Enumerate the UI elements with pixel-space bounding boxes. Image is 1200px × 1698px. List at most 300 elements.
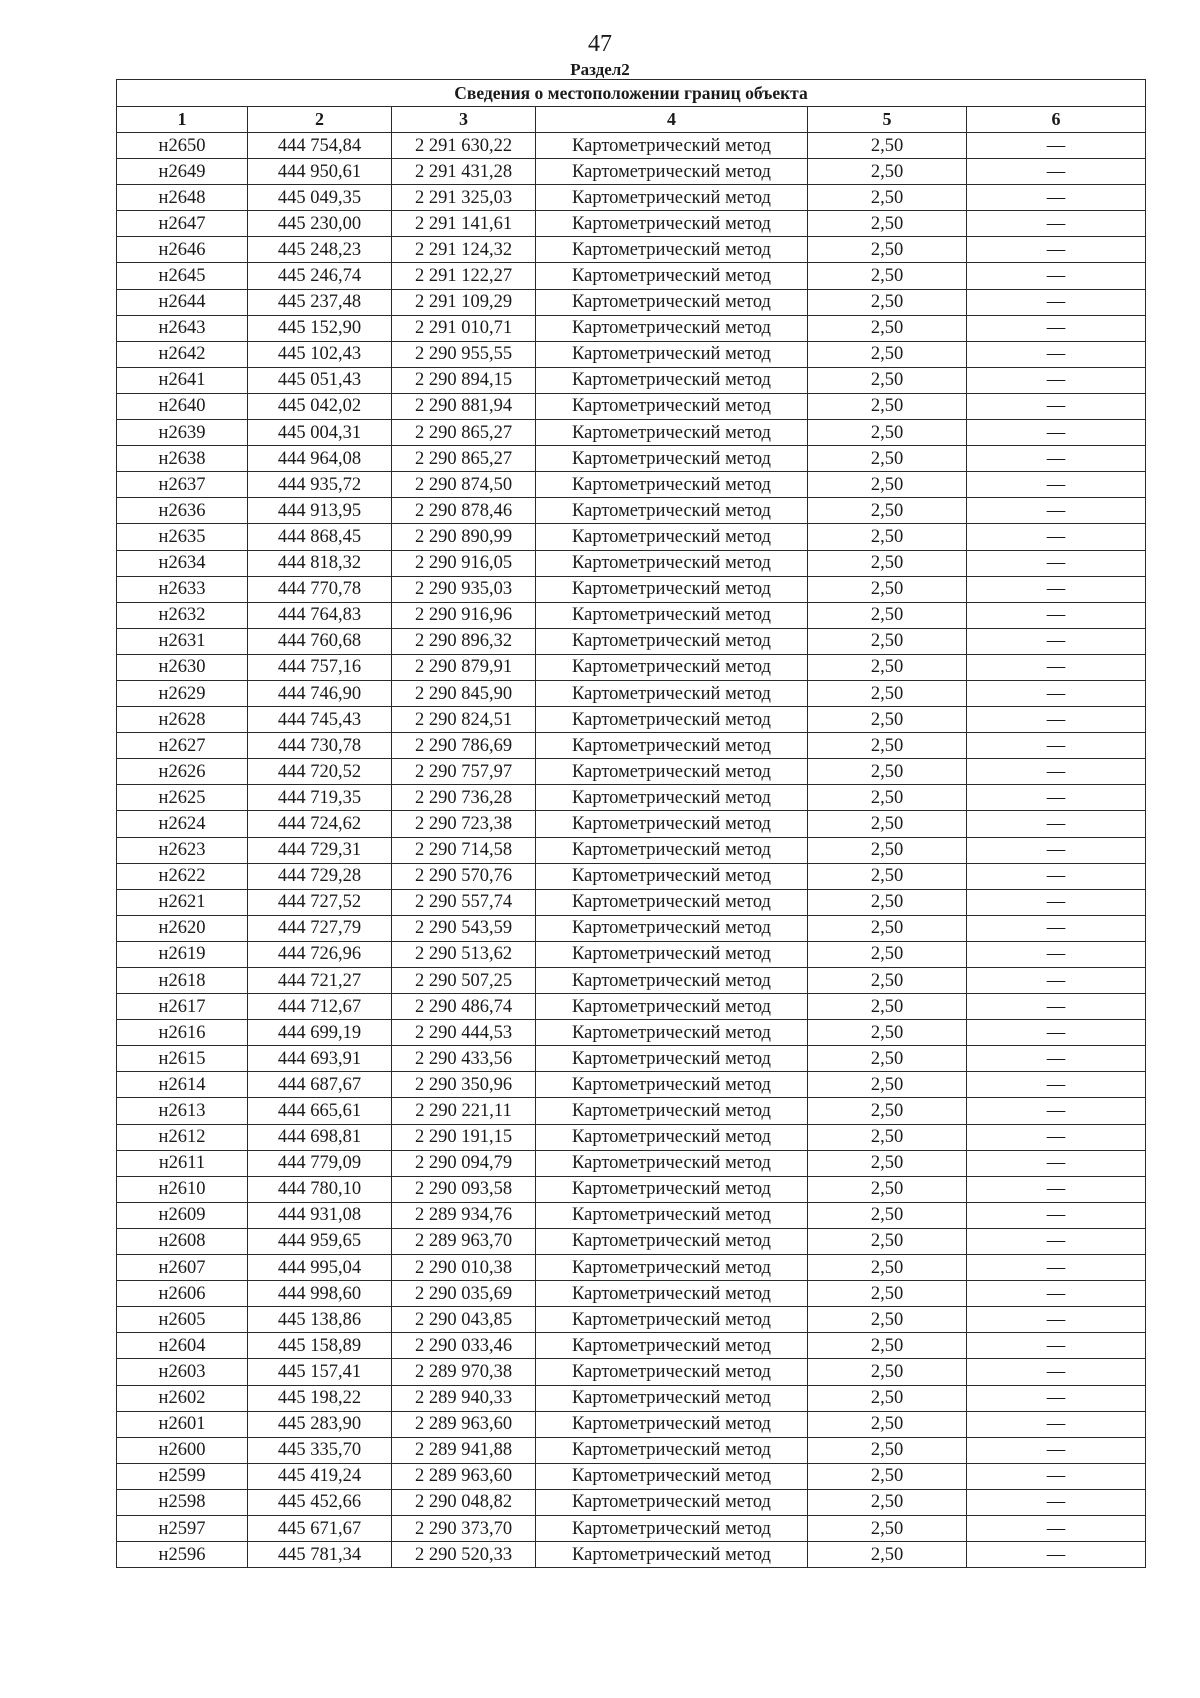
note-cell: — <box>967 680 1146 706</box>
accuracy-cell: 2,50 <box>808 759 967 785</box>
note-cell: — <box>967 1281 1146 1307</box>
x-coordinate-cell: 445 157,41 <box>248 1359 392 1385</box>
y-coordinate-cell: 2 290 507,25 <box>392 968 536 994</box>
x-coordinate-cell: 444 764,83 <box>248 602 392 628</box>
y-coordinate-cell: 2 291 109,29 <box>392 289 536 315</box>
point-number-cell: н2650 <box>117 133 248 159</box>
x-coordinate-cell: 445 283,90 <box>248 1411 392 1437</box>
section-label: Раздел2 <box>570 60 630 79</box>
y-coordinate-cell: 2 290 093,58 <box>392 1176 536 1202</box>
accuracy-cell: 2,50 <box>808 1255 967 1281</box>
note-cell: — <box>967 1307 1146 1333</box>
method-cell: Картометрический метод <box>536 237 808 263</box>
x-coordinate-cell: 444 931,08 <box>248 1202 392 1228</box>
x-coordinate-cell: 444 730,78 <box>248 733 392 759</box>
y-coordinate-cell: 2 289 963,60 <box>392 1463 536 1489</box>
table-row <box>117 1411 1146 1437</box>
x-coordinate-cell: 445 230,00 <box>248 211 392 237</box>
point-number-cell: н2612 <box>117 1124 248 1150</box>
accuracy-cell: 2,50 <box>808 941 967 967</box>
note-cell: — <box>967 1176 1146 1202</box>
y-coordinate-cell: 2 290 894,15 <box>392 367 536 393</box>
y-coordinate-cell: 2 290 373,70 <box>392 1515 536 1541</box>
point-number-cell: н2622 <box>117 863 248 889</box>
y-coordinate-cell: 2 290 221,11 <box>392 1098 536 1124</box>
table-row <box>117 1072 1146 1098</box>
point-number-cell: н2626 <box>117 759 248 785</box>
accuracy-cell: 2,50 <box>808 367 967 393</box>
x-coordinate-cell: 444 757,16 <box>248 654 392 680</box>
note-cell: — <box>967 550 1146 576</box>
x-coordinate-cell: 445 158,89 <box>248 1333 392 1359</box>
x-coordinate-cell: 445 152,90 <box>248 315 392 341</box>
method-cell: Картометрический метод <box>536 498 808 524</box>
method-cell: Картометрический метод <box>536 915 808 941</box>
note-cell: — <box>967 941 1146 967</box>
note-cell: — <box>967 498 1146 524</box>
table-row <box>117 1228 1146 1254</box>
accuracy-cell: 2,50 <box>808 602 967 628</box>
method-cell: Картометрический метод <box>536 1463 808 1489</box>
y-coordinate-cell: 2 290 520,33 <box>392 1542 536 1568</box>
table-row <box>117 628 1146 654</box>
note-cell: — <box>967 968 1146 994</box>
accuracy-cell: 2,50 <box>808 968 967 994</box>
method-cell: Картометрический метод <box>536 994 808 1020</box>
table-row <box>117 211 1146 237</box>
point-number-cell: н2639 <box>117 420 248 446</box>
accuracy-cell: 2,50 <box>808 315 967 341</box>
y-coordinate-cell: 2 290 486,74 <box>392 994 536 1020</box>
y-coordinate-cell: 2 290 543,59 <box>392 915 536 941</box>
note-cell: — <box>967 654 1146 680</box>
table-row <box>117 1202 1146 1228</box>
y-coordinate-cell: 2 290 955,55 <box>392 341 536 367</box>
column-header: 5 <box>808 107 967 133</box>
table-row <box>117 1307 1146 1333</box>
accuracy-cell: 2,50 <box>808 863 967 889</box>
table-title-row <box>117 80 1146 107</box>
table-row <box>117 785 1146 811</box>
x-coordinate-cell: 445 246,74 <box>248 263 392 289</box>
method-cell: Картометрический метод <box>536 1411 808 1437</box>
table-row <box>117 498 1146 524</box>
table-row <box>117 367 1146 393</box>
y-coordinate-cell: 2 291 141,61 <box>392 211 536 237</box>
table-row <box>117 1098 1146 1124</box>
point-number-cell: н2648 <box>117 185 248 211</box>
note-cell: — <box>967 341 1146 367</box>
method-cell: Картометрический метод <box>536 1333 808 1359</box>
table-body <box>117 133 1146 1568</box>
point-number-cell: н2645 <box>117 263 248 289</box>
point-number-cell: н2643 <box>117 315 248 341</box>
x-coordinate-cell: 444 950,61 <box>248 159 392 185</box>
method-cell: Картометрический метод <box>536 446 808 472</box>
accuracy-cell: 2,50 <box>808 1176 967 1202</box>
method-cell: Картометрический метод <box>536 393 808 419</box>
point-number-cell: н2634 <box>117 550 248 576</box>
x-coordinate-cell: 444 760,68 <box>248 628 392 654</box>
accuracy-cell: 2,50 <box>808 889 967 915</box>
table-row <box>117 446 1146 472</box>
table-row <box>117 315 1146 341</box>
note-cell: — <box>967 185 1146 211</box>
method-cell: Картометрический метод <box>536 211 808 237</box>
point-number-cell: н2628 <box>117 707 248 733</box>
table-row <box>117 1359 1146 1385</box>
note-cell: — <box>967 1072 1146 1098</box>
table-row <box>117 1020 1146 1046</box>
y-coordinate-cell: 2 290 757,97 <box>392 759 536 785</box>
accuracy-cell: 2,50 <box>808 472 967 498</box>
x-coordinate-cell: 445 042,02 <box>248 393 392 419</box>
table-row <box>117 237 1146 263</box>
method-cell: Картометрический метод <box>536 185 808 211</box>
accuracy-cell: 2,50 <box>808 498 967 524</box>
point-number-cell: н2615 <box>117 1046 248 1072</box>
column-header: 3 <box>392 107 536 133</box>
x-coordinate-cell: 444 818,32 <box>248 550 392 576</box>
accuracy-cell: 2,50 <box>808 420 967 446</box>
accuracy-cell: 2,50 <box>808 1411 967 1437</box>
y-coordinate-cell: 2 290 916,05 <box>392 550 536 576</box>
method-cell: Картометрический метод <box>536 1228 808 1254</box>
x-coordinate-cell: 444 693,91 <box>248 1046 392 1072</box>
note-cell: — <box>967 133 1146 159</box>
x-coordinate-cell: 445 237,48 <box>248 289 392 315</box>
point-number-cell: н2642 <box>117 341 248 367</box>
method-cell: Картометрический метод <box>536 420 808 446</box>
y-coordinate-cell: 2 290 033,46 <box>392 1333 536 1359</box>
y-coordinate-cell: 2 290 865,27 <box>392 420 536 446</box>
table-row <box>117 602 1146 628</box>
method-cell: Картометрический метод <box>536 472 808 498</box>
method-cell: Картометрический метод <box>536 602 808 628</box>
note-cell: — <box>967 1489 1146 1515</box>
column-header: 4 <box>536 107 808 133</box>
x-coordinate-cell: 445 671,67 <box>248 1515 392 1541</box>
accuracy-cell: 2,50 <box>808 1359 967 1385</box>
note-cell: — <box>967 1124 1146 1150</box>
point-number-cell: н2638 <box>117 446 248 472</box>
y-coordinate-cell: 2 290 557,74 <box>392 889 536 915</box>
accuracy-cell: 2,50 <box>808 185 967 211</box>
table-row <box>117 1542 1146 1568</box>
note-cell: — <box>967 263 1146 289</box>
accuracy-cell: 2,50 <box>808 550 967 576</box>
y-coordinate-cell: 2 290 874,50 <box>392 472 536 498</box>
x-coordinate-cell: 445 198,22 <box>248 1385 392 1411</box>
method-cell: Картометрический метод <box>536 1281 808 1307</box>
y-coordinate-cell: 2 291 124,32 <box>392 237 536 263</box>
table-row <box>117 654 1146 680</box>
method-cell: Картометрический метод <box>536 785 808 811</box>
y-coordinate-cell: 2 290 786,69 <box>392 733 536 759</box>
table-title: Сведения о местоположении границ объекта <box>117 80 1146 107</box>
point-number-cell: н2644 <box>117 289 248 315</box>
table-row <box>117 889 1146 915</box>
y-coordinate-cell: 2 290 035,69 <box>392 1281 536 1307</box>
accuracy-cell: 2,50 <box>808 654 967 680</box>
x-coordinate-cell: 445 138,86 <box>248 1307 392 1333</box>
y-coordinate-cell: 2 290 444,53 <box>392 1020 536 1046</box>
accuracy-cell: 2,50 <box>808 1046 967 1072</box>
x-coordinate-cell: 445 049,35 <box>248 185 392 211</box>
table-row <box>117 1176 1146 1202</box>
accuracy-cell: 2,50 <box>808 785 967 811</box>
point-number-cell: н2624 <box>117 811 248 837</box>
x-coordinate-cell: 444 712,67 <box>248 994 392 1020</box>
y-coordinate-cell: 2 290 896,32 <box>392 628 536 654</box>
method-cell: Картометрический метод <box>536 263 808 289</box>
method-cell: Картометрический метод <box>536 1255 808 1281</box>
table-row <box>117 576 1146 602</box>
y-coordinate-cell: 2 290 736,28 <box>392 785 536 811</box>
accuracy-cell: 2,50 <box>808 576 967 602</box>
note-cell: — <box>967 1202 1146 1228</box>
x-coordinate-cell: 444 719,35 <box>248 785 392 811</box>
x-coordinate-cell: 444 964,08 <box>248 446 392 472</box>
point-number-cell: н2611 <box>117 1150 248 1176</box>
method-cell: Картометрический метод <box>536 1098 808 1124</box>
x-coordinate-cell: 444 698,81 <box>248 1124 392 1150</box>
y-coordinate-cell: 2 291 630,22 <box>392 133 536 159</box>
table-row <box>117 1437 1146 1463</box>
point-number-cell: н2641 <box>117 367 248 393</box>
point-number-cell: н2623 <box>117 837 248 863</box>
accuracy-cell: 2,50 <box>808 1228 967 1254</box>
y-coordinate-cell: 2 290 433,56 <box>392 1046 536 1072</box>
table-row <box>117 968 1146 994</box>
point-number-cell: н2609 <box>117 1202 248 1228</box>
x-coordinate-cell: 445 004,31 <box>248 420 392 446</box>
note-cell: — <box>967 1359 1146 1385</box>
y-coordinate-cell: 2 289 934,76 <box>392 1202 536 1228</box>
point-number-cell: н2632 <box>117 602 248 628</box>
point-number-cell: н2621 <box>117 889 248 915</box>
note-cell: — <box>967 889 1146 915</box>
x-coordinate-cell: 444 665,61 <box>248 1098 392 1124</box>
point-number-cell: н2630 <box>117 654 248 680</box>
x-coordinate-cell: 445 102,43 <box>248 341 392 367</box>
x-coordinate-cell: 444 699,19 <box>248 1020 392 1046</box>
accuracy-cell: 2,50 <box>808 524 967 550</box>
note-cell: — <box>967 211 1146 237</box>
y-coordinate-cell: 2 290 879,91 <box>392 654 536 680</box>
note-cell: — <box>967 446 1146 472</box>
y-coordinate-cell: 2 289 941,88 <box>392 1437 536 1463</box>
point-number-cell: н2602 <box>117 1385 248 1411</box>
y-coordinate-cell: 2 290 094,79 <box>392 1150 536 1176</box>
method-cell: Картометрический метод <box>536 1046 808 1072</box>
accuracy-cell: 2,50 <box>808 1124 967 1150</box>
method-cell: Картометрический метод <box>536 680 808 706</box>
method-cell: Картометрический метод <box>536 1072 808 1098</box>
point-number-cell: н2631 <box>117 628 248 654</box>
method-cell: Картометрический метод <box>536 837 808 863</box>
y-coordinate-cell: 2 290 048,82 <box>392 1489 536 1515</box>
y-coordinate-cell: 2 289 940,33 <box>392 1385 536 1411</box>
accuracy-cell: 2,50 <box>808 211 967 237</box>
x-coordinate-cell: 444 727,79 <box>248 915 392 941</box>
accuracy-cell: 2,50 <box>808 994 967 1020</box>
point-number-cell: н2617 <box>117 994 248 1020</box>
point-number-cell: н2606 <box>117 1281 248 1307</box>
note-cell: — <box>967 707 1146 733</box>
y-coordinate-cell: 2 290 845,90 <box>392 680 536 706</box>
note-cell: — <box>967 1255 1146 1281</box>
point-number-cell: н2647 <box>117 211 248 237</box>
table-row <box>117 1124 1146 1150</box>
table-row <box>117 941 1146 967</box>
accuracy-cell: 2,50 <box>808 237 967 263</box>
method-cell: Картометрический метод <box>536 1307 808 1333</box>
note-cell: — <box>967 367 1146 393</box>
table-row <box>117 1150 1146 1176</box>
method-cell: Картометрический метод <box>536 1176 808 1202</box>
y-coordinate-cell: 2 290 043,85 <box>392 1307 536 1333</box>
point-number-cell: н2604 <box>117 1333 248 1359</box>
x-coordinate-cell: 444 745,43 <box>248 707 392 733</box>
accuracy-cell: 2,50 <box>808 1098 967 1124</box>
note-cell: — <box>967 472 1146 498</box>
y-coordinate-cell: 2 290 935,03 <box>392 576 536 602</box>
point-number-cell: н2605 <box>117 1307 248 1333</box>
method-cell: Картометрический метод <box>536 367 808 393</box>
note-cell: — <box>967 733 1146 759</box>
y-coordinate-cell: 2 290 570,76 <box>392 863 536 889</box>
x-coordinate-cell: 444 724,62 <box>248 811 392 837</box>
table-row <box>117 1281 1146 1307</box>
note-cell: — <box>967 1333 1146 1359</box>
note-cell: — <box>967 1385 1146 1411</box>
table-row <box>117 393 1146 419</box>
method-cell: Картометрический метод <box>536 889 808 915</box>
y-coordinate-cell: 2 291 010,71 <box>392 315 536 341</box>
table-row <box>117 733 1146 759</box>
x-coordinate-cell: 444 935,72 <box>248 472 392 498</box>
accuracy-cell: 2,50 <box>808 628 967 654</box>
accuracy-cell: 2,50 <box>808 1463 967 1489</box>
note-cell: — <box>967 1150 1146 1176</box>
note-cell: — <box>967 1020 1146 1046</box>
x-coordinate-cell: 444 746,90 <box>248 680 392 706</box>
accuracy-cell: 2,50 <box>808 393 967 419</box>
x-coordinate-cell: 444 721,27 <box>248 968 392 994</box>
note-cell: — <box>967 576 1146 602</box>
method-cell: Картометрический метод <box>536 1385 808 1411</box>
y-coordinate-cell: 2 290 191,15 <box>392 1124 536 1150</box>
x-coordinate-cell: 444 780,10 <box>248 1176 392 1202</box>
note-cell: — <box>967 315 1146 341</box>
table-row <box>117 1385 1146 1411</box>
accuracy-cell: 2,50 <box>808 263 967 289</box>
table-row <box>117 1515 1146 1541</box>
table-row <box>117 994 1146 1020</box>
method-cell: Картометрический метод <box>536 315 808 341</box>
method-cell: Картометрический метод <box>536 733 808 759</box>
note-cell: — <box>967 1046 1146 1072</box>
method-cell: Картометрический метод <box>536 1150 808 1176</box>
accuracy-cell: 2,50 <box>808 1072 967 1098</box>
y-coordinate-cell: 2 290 513,62 <box>392 941 536 967</box>
point-number-cell: н2619 <box>117 941 248 967</box>
method-cell: Картометрический метод <box>536 1124 808 1150</box>
y-coordinate-cell: 2 291 431,28 <box>392 159 536 185</box>
method-cell: Картометрический метод <box>536 759 808 785</box>
table-row <box>117 133 1146 159</box>
y-coordinate-cell: 2 290 881,94 <box>392 393 536 419</box>
table-row <box>117 159 1146 185</box>
note-cell: — <box>967 420 1146 446</box>
accuracy-cell: 2,50 <box>808 1202 967 1228</box>
note-cell: — <box>967 159 1146 185</box>
note-cell: — <box>967 915 1146 941</box>
accuracy-cell: 2,50 <box>808 1020 967 1046</box>
y-coordinate-cell: 2 289 963,70 <box>392 1228 536 1254</box>
method-cell: Картометрический метод <box>536 707 808 733</box>
point-number-cell: н2603 <box>117 1359 248 1385</box>
method-cell: Картометрический метод <box>536 550 808 576</box>
note-cell: — <box>967 602 1146 628</box>
method-cell: Картометрический метод <box>536 576 808 602</box>
table-row <box>117 915 1146 941</box>
point-number-cell: н2629 <box>117 680 248 706</box>
method-cell: Картометрический метод <box>536 1202 808 1228</box>
note-cell: — <box>967 1463 1146 1489</box>
accuracy-cell: 2,50 <box>808 733 967 759</box>
method-cell: Картометрический метод <box>536 341 808 367</box>
note-cell: — <box>967 1098 1146 1124</box>
method-cell: Картометрический метод <box>536 159 808 185</box>
note-cell: — <box>967 837 1146 863</box>
accuracy-cell: 2,50 <box>808 159 967 185</box>
point-number-cell: н2598 <box>117 1489 248 1515</box>
point-number-cell: н2625 <box>117 785 248 811</box>
y-coordinate-cell: 2 291 122,27 <box>392 263 536 289</box>
point-number-cell: н2608 <box>117 1228 248 1254</box>
method-cell: Картометрический метод <box>536 654 808 680</box>
x-coordinate-cell: 444 754,84 <box>248 133 392 159</box>
table-row <box>117 707 1146 733</box>
x-coordinate-cell: 444 959,65 <box>248 1228 392 1254</box>
table-row <box>117 1333 1146 1359</box>
table-row <box>117 1463 1146 1489</box>
x-coordinate-cell: 445 419,24 <box>248 1463 392 1489</box>
method-cell: Картометрический метод <box>536 1359 808 1385</box>
point-number-cell: н2618 <box>117 968 248 994</box>
point-number-cell: н2616 <box>117 1020 248 1046</box>
point-number-cell: н2627 <box>117 733 248 759</box>
accuracy-cell: 2,50 <box>808 1489 967 1515</box>
table-row <box>117 811 1146 837</box>
table-row <box>117 837 1146 863</box>
y-coordinate-cell: 2 290 350,96 <box>392 1072 536 1098</box>
table-row <box>117 341 1146 367</box>
point-number-cell: н2596 <box>117 1542 248 1568</box>
accuracy-cell: 2,50 <box>808 680 967 706</box>
y-coordinate-cell: 2 290 010,38 <box>392 1255 536 1281</box>
y-coordinate-cell: 2 289 963,60 <box>392 1411 536 1437</box>
y-coordinate-cell: 2 290 714,58 <box>392 837 536 863</box>
x-coordinate-cell: 444 729,28 <box>248 863 392 889</box>
table-row <box>117 759 1146 785</box>
column-header: 1 <box>117 107 248 133</box>
note-cell: — <box>967 1515 1146 1541</box>
x-coordinate-cell: 444 720,52 <box>248 759 392 785</box>
accuracy-cell: 2,50 <box>808 915 967 941</box>
